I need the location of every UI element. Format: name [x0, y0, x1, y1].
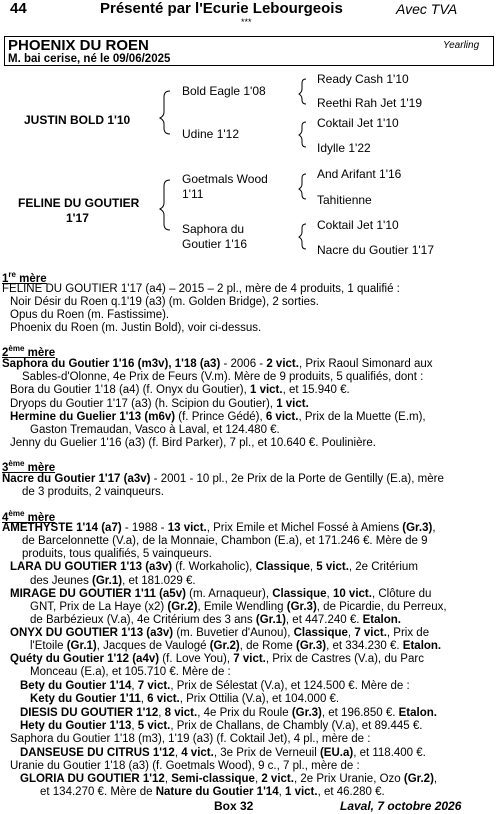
text-line: de 3 produits, 2 vainqueurs.	[22, 486, 164, 498]
text-line: DANSEUSE DU CITRUS 1'12, 4 vict., 3e Prix de Verneuil (EU.a), et 118.400 €.	[20, 747, 426, 759]
text-line: MIRAGE DU GOUTIER 1'11 (a5v) (m. Arnaqueur), Classique, 10 vict., Clôture du	[10, 588, 432, 600]
text-line: Monceau (E.a), et 105.710 €. Mère de :	[30, 666, 231, 678]
text-line: GLORIA DU GOUTIER 1'12, Semi-classique, 2 vict., 2e Prix Uranie, Ozo (Gr.2),	[20, 773, 438, 785]
text-line: Bora du Goutier 1'18 (a4) (f. Onyx du Goutier), 1 vict., et 15.940 €.	[10, 384, 350, 396]
text-line: de Barbézieux (V.a), 4e Critérium des 3 ans (Gr.1), et 447.240 €. Etalon.	[30, 614, 401, 626]
pedigree-ggp-2: Reethi Rah Jet 1'19	[317, 96, 423, 110]
pedigree-dam-line1: FELINE DU GOUTIER	[18, 196, 140, 210]
text-line: Bety du Goutier 1'14, 7 vict., Prix de Sélestat (V.a), et 124.500 €. Mère de :	[20, 680, 410, 692]
bracket-gp3	[299, 174, 306, 199]
text-line: Quéty du Goutier 1'12 (a4v) (f. Love You), 7 vict., Prix de Castres (V.a), du Parc	[10, 653, 424, 665]
pedigree-gp2: Udine 1'12	[182, 127, 239, 141]
pedigree-ggp-3: Coktail Jet 1'10	[317, 116, 399, 130]
pedigree-dam-line2: 1'17	[66, 211, 89, 225]
text-line: l'Etoile (Gr.1), Jacques de Vaulogé (Gr.2), de Rome (Gr.3), et 334.230 €. Etalon.	[30, 640, 442, 652]
text-line: Gaston Tremaudan, Vasco à Laval, et 124.480 €.	[30, 424, 280, 436]
text-line: Hermine du Guelier 1'13 (m6v) (f. Prince Gédé), 6 vict., Prix de la Muette (E.m),	[10, 411, 426, 423]
text-line: de Barcelonnette (V.a), de la Monnaie, Chambon (E.a), et 171.246 €. Mère de 9	[22, 535, 428, 547]
tva-label: Avec TVA	[396, 1, 458, 17]
header-title: Présenté par l'Ecurie Lebourgeois	[100, 0, 343, 17]
text-line: Noir Désir du Roen q.1'19 (a3) (m. Golden Bridge), 2 sorties.	[10, 296, 319, 308]
page-number: 44	[10, 0, 27, 17]
text-line: FELINE DU GOUTIER 1'17 (a4) – 2015 – 2 pl., mère de 4 produits, 1 qualifié :	[2, 283, 400, 295]
horse-age: Yearling	[443, 40, 480, 51]
text-line: des Jeunes (Gr.1), et 181.029 €.	[30, 575, 196, 587]
text-line: Uranie du Goutier 1'18 (a3) (f. Goetmals Wood), 9 c., 7 pl., mère de :	[10, 760, 360, 772]
pedigree-gp1: Bold Eagle 1'08	[182, 84, 266, 98]
pedigree-ggp-7: Coktail Jet 1'10	[317, 218, 399, 232]
horse-name: PHOENIX DU ROEN	[8, 37, 149, 54]
pedigree-brackets	[0, 0, 500, 270]
text-line: produits, tous qualifiés, 5 vainqueurs.	[22, 548, 212, 560]
bracket-gp1	[299, 79, 306, 104]
pedigree-gp4-line2: Goutier 1'16	[182, 237, 247, 251]
pedigree-ggp-6: Tahitienne	[317, 193, 372, 207]
text-line: Nacre du Goutier 1'17 (a3v) - 2001 - 10 pl., 2e Prix de la Porte de Gentilly (E.a), mère	[2, 473, 444, 485]
text-line: GNT, Prix de La Haye (x2) (Gr.2), Emile Wendling (Gr.3), de Picardie, du Perreux,	[30, 601, 447, 613]
horse-description: M. bai cerise, né le 09/06/2025	[8, 53, 171, 65]
pedigree-ggp-8: Nacre du Goutier 1'17	[317, 243, 435, 257]
header-stars: ***	[241, 17, 252, 27]
footer-box: Box 32	[214, 799, 254, 813]
text-line: Saphora du Goutier 1'18 (m3), 1'19 (a3) (f. Coktail Jet), 4 pl., mère de :	[10, 733, 371, 745]
pedigree-gp4-line1: Saphora du	[182, 222, 245, 236]
pedigree-ggp-1: Ready Cash 1'10	[317, 72, 409, 86]
text-line: Jenny du Guelier 1'16 (a3) (f. Bird Parker), 7 pl., et 10.640 €. Poulinière.	[10, 437, 376, 449]
text-line: Sables-d'Olonne, 4e Prix de Feurs (V.m). Mère de 9 produits, 5 qualifiés, dont :	[22, 371, 424, 383]
text-line: et 134.270 €. Mère de Nature du Goutier 1'14, 1 vict., et 46.280 €.	[40, 786, 385, 798]
text-line: DIESIS DU GOUTIER 1'12, 8 vict., 4e Prix du Roule (Gr.3), et 196.850 €. Etalon.	[20, 707, 437, 719]
section-4eme-mere: 4ème mère	[2, 509, 56, 524]
text-line: ONYX DU GOUTIER 1'13 (a3v) (m. Buvetier d'Aunou), Classique, 7 vict., Prix de	[10, 627, 430, 639]
pedigree-ggp-4: Idylle 1'22	[317, 141, 371, 155]
bracket-gp4	[299, 224, 306, 249]
bracket-sire	[160, 91, 170, 134]
bracket-dam	[160, 180, 170, 230]
pedigree-sire: JUSTIN BOLD 1'10	[24, 113, 131, 127]
footer-place-date: Laval, 7 octobre 2026	[340, 799, 462, 813]
text-line: AMETHYSTE 1'14 (a7) - 1988 - 13 vict., Prix Emile et Michel Fossé à Amiens (Gr.3),	[2, 522, 436, 534]
pedigree-ggp-5: And Arifant 1'16	[317, 167, 402, 181]
pedigree-gp3-line1: Goetmals Wood	[182, 172, 268, 186]
text-line: Dryops du Goutier 1'17 (a3) (h. Scipion du Goutier), 1 vict.	[10, 398, 309, 410]
text-line: Hety du Goutier 1'13, 5 vict., Prix de Challans, de Chambly (V.a), et 89.445 €.	[20, 720, 423, 732]
section-3eme-mere: 3ème mère	[2, 459, 56, 474]
text-line: Kety du Goutier 1'11, 6 vict., Prix Ottilia (V.a), et 104.000 €.	[30, 693, 340, 705]
text-line: LARA DU GOUTIER 1'13 (a3v) (f. Workaholic), Classique, 5 vict., 2e Critérium	[10, 561, 418, 573]
text-line: Opus du Roen (m. Fastissime).	[10, 309, 170, 321]
section-1re-mere: 1re mère	[2, 270, 47, 285]
text-line: Saphora du Goutier 1'16 (m3v), 1'18 (a3) - 2006 - 2 vict., Prix Raoul Simonard aux	[2, 358, 433, 370]
bracket-gp2	[299, 122, 306, 147]
section-2eme-mere: 2ème mère	[2, 344, 56, 359]
text-line: Phoenix du Roen (m. Justin Bold), voir ci-dessus.	[10, 322, 262, 334]
pedigree-gp3-line2: 1'11	[182, 187, 204, 201]
